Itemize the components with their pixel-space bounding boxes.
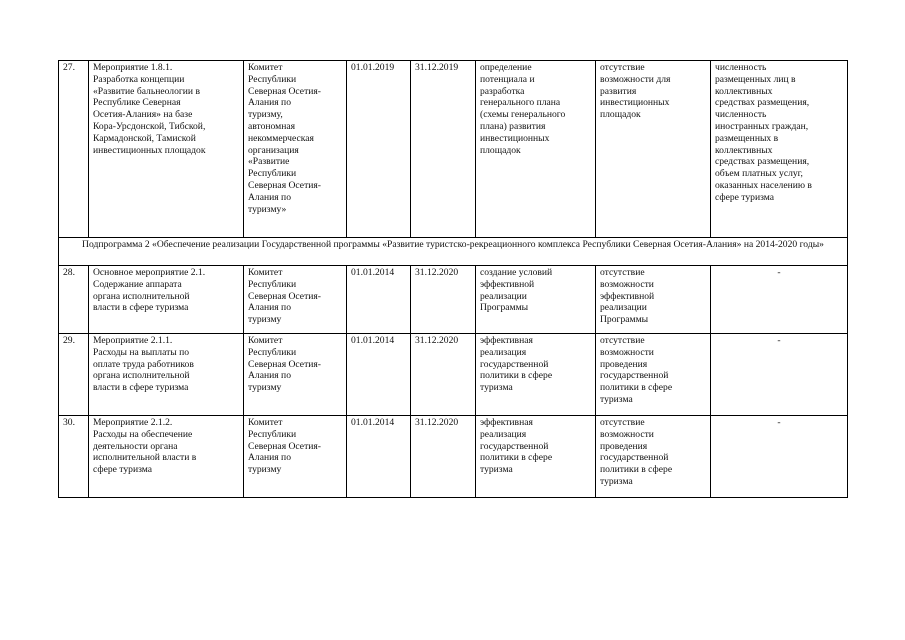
program-measures-table — [58, 60, 848, 498]
end-date: 31.12.2020 — [411, 416, 476, 498]
table-row-29 — [59, 334, 848, 416]
related-indicator: - — [711, 334, 848, 416]
non-implementation-consequence: отсутствие возможности для развития инвестиционных площадок — [596, 61, 711, 238]
executor: Комитет Республики Северная Осетия- Алания по туризму, автономная некоммерческая организация «Развитие Республики Северная Осетия- Алания по туризму» — [244, 61, 347, 238]
executor: Комитет Республики Северная Осетия- Алания по туризму — [244, 266, 347, 334]
measure-name: Мероприятие 1.8.1. Разработка концепции «Развитие бальнеологии в Республике Северная Осетия-Алания» на базе Кора-Урсдонской, Тибской, Кармадонской, Тамиской инвестиционных площадок — [89, 61, 244, 238]
expected-result: эффективная реализация государственной политики в сфере туризма — [476, 334, 596, 416]
start-date: 01.01.2019 — [347, 61, 411, 238]
end-date: 31.12.2020 — [411, 334, 476, 416]
row-number: 28. — [59, 266, 89, 334]
related-indicator: численность размещенных лиц в коллективных средствах размещения, численность иностранных граждан, размещенных в коллективных средствах размещения, объем платных услуг, оказанных населению в сфере туризма — [711, 61, 848, 238]
end-date: 31.12.2019 — [411, 61, 476, 238]
row-number: 27. — [59, 61, 89, 238]
measure-name: Мероприятие 2.1.1. Расходы на выплаты по оплате труда работников органа исполнительной власти в сфере туризма — [89, 334, 244, 416]
subprogram-row — [59, 238, 848, 266]
row-number: 30. — [59, 416, 89, 498]
non-implementation-consequence: отсутствие возможности эффективной реализации Программы — [596, 266, 711, 334]
expected-result: определение потенциала и разработка генерального плана (схемы генерального плана) развития инвестиционных площадок — [476, 61, 596, 238]
executor: Комитет Республики Северная Осетия- Алания по туризму — [244, 416, 347, 498]
table-row-28 — [59, 266, 848, 334]
start-date: 01.01.2014 — [347, 416, 411, 498]
table-row-27 — [59, 61, 848, 238]
start-date: 01.01.2014 — [347, 334, 411, 416]
measure-name: Мероприятие 2.1.2. Расходы на обеспечение деятельности органа исполнительной власти в сфере туризма — [89, 416, 244, 498]
non-implementation-consequence: отсутствие возможности проведения государственной политики в сфере туризма — [596, 334, 711, 416]
executor: Комитет Республики Северная Осетия- Алания по туризму — [244, 334, 347, 416]
related-indicator: - — [711, 416, 848, 498]
related-indicator: - — [711, 266, 848, 334]
expected-result: эффективная реализация государственной политики в сфере туризма — [476, 416, 596, 498]
end-date: 31.12.2020 — [411, 266, 476, 334]
subprogram-title: Подпрограмма 2 «Обеспечение реализации Государственной программы «Развитие туристско-рекреационного комплекса Республики Северная Осетия-Алания» на 2014-2020 годы» — [59, 238, 848, 266]
start-date: 01.01.2014 — [347, 266, 411, 334]
expected-result: создание условий эффективной реализации Программы — [476, 266, 596, 334]
table-row-30 — [59, 416, 848, 498]
row-number: 29. — [59, 334, 89, 416]
non-implementation-consequence: отсутствие возможности проведения государственной политики в сфере туризма — [596, 416, 711, 498]
measure-name: Основное мероприятие 2.1. Содержание аппарата органа исполнительной власти в сфере туризма — [89, 266, 244, 334]
